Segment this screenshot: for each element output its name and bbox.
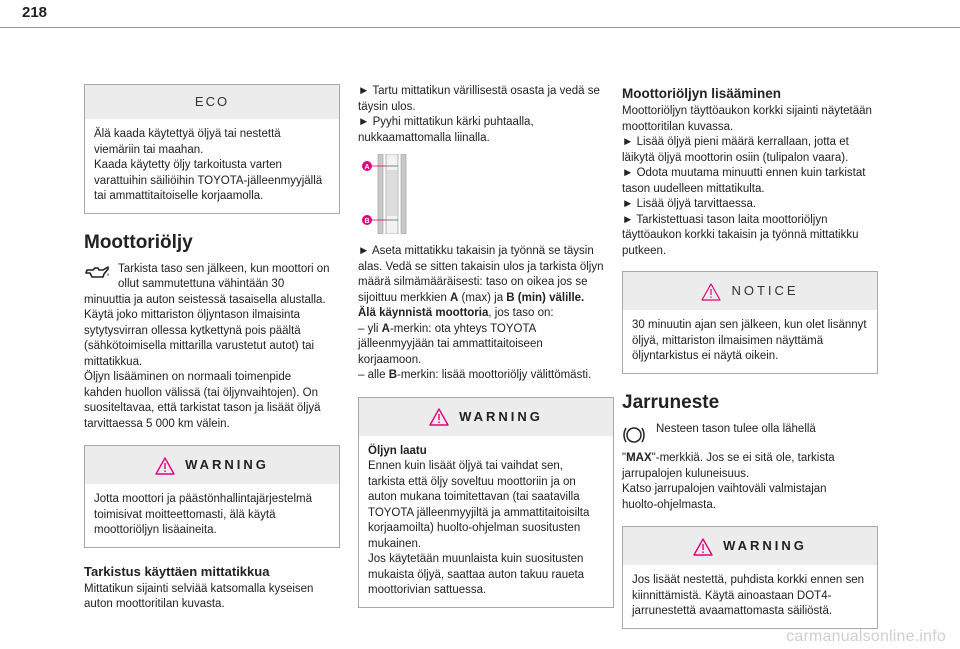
step-line: määrä silmämääräisesti: taso on oikea jos se: [358, 276, 588, 288]
body-line: tarvittaessa 5 000 km välein.: [84, 417, 230, 430]
notice-line: 30 minuutin ajan sen jälkeen, kun olet lisännyt: [632, 319, 867, 331]
warning-line: moottorivian sattuessa.: [368, 584, 487, 596]
step-line: täysin ulos.: [358, 100, 416, 113]
eco-box: [84, 84, 340, 214]
body-line: ► Tarkistettuasi tason laita moottoriöljyn: [622, 213, 828, 226]
warning-box-title: WARNING: [723, 538, 807, 553]
body-line: Käytä joko mittariston öljyntason ilmaisinta: [84, 309, 301, 321]
engine-oil-body: [84, 293, 340, 433]
eco-line: Älä kaada käytettyä öljyä tai nestettä: [94, 128, 281, 140]
brake-warning-icon: [622, 424, 648, 452]
body-line: ► Lisää öljyä pieni määrä kerrallaan, jotta et: [622, 136, 849, 148]
marks-line: [358, 291, 614, 307]
eco-box-header: ECO: [85, 85, 339, 119]
warning-line: jarrunestettä avaamattomasta säiliöstä.: [632, 605, 833, 617]
top-rule: [0, 27, 960, 28]
eco-line: varattuihin säiliöihin TOYOTA-jälleenmyyjällä: [94, 174, 323, 187]
dash-b-tail: -merkin: lisää moottoriöljy välittömästi.: [397, 369, 592, 381]
body-line: putkeen.: [622, 244, 667, 257]
dipstick-intro: [84, 582, 340, 613]
oil-can-icon: [84, 264, 110, 288]
warning-box-header: [85, 446, 339, 484]
intro-line: Tarkista taso sen jälkeen, kun moottori on: [118, 262, 330, 275]
brake-max: MAX: [626, 452, 652, 464]
dipstick-steps-mid: [358, 244, 614, 384]
body-line: täyttöaukon korkki takaisin ja työnnä mittatikku: [622, 229, 859, 241]
intro-line: ollut sammutettuna vähintään 30: [118, 278, 285, 290]
warning-line: korjaamoilta) huolto-ohjelman suositusten: [368, 522, 581, 534]
warning-box-title: WARNING: [459, 408, 543, 424]
sub-line: Mittatikun sijainti selviää katsomalla kyseisen: [84, 582, 314, 595]
mark-b: B (min) välille.: [506, 291, 585, 304]
notice-box-title: NOTICE: [731, 283, 799, 298]
step-line: alas. Vedä se sitten takaisin ulos ja tarkista öljyn: [358, 260, 604, 273]
step-line: ► Aseta mittatikku takaisin ja työnnä se täysin: [358, 245, 594, 257]
warning-box-additives: [84, 445, 340, 548]
warning-line: mukaista öljyä, saattaa auton takuu raueta: [368, 568, 585, 581]
bold-warning: Älä käynnistä moottoria: [358, 307, 489, 319]
eco-box-body: [85, 119, 339, 213]
warning-box-header: [623, 527, 877, 565]
body-line: kahden huollon välissä (tai öljynvaihtojen). On: [84, 386, 318, 399]
brake-intro-block: [622, 422, 878, 452]
warning-triangle-icon: [693, 538, 713, 556]
brake-max-tail: "-merkkiä. Jos se ei sitä ole, tarkista: [651, 452, 835, 464]
eco-line: tai ammattitaitoiselle korjaamolla.: [94, 190, 264, 202]
body-line: minuuttia ja auton seistessä tasaisella alustalla.: [84, 293, 326, 306]
marks-line-mid: (max) ja: [458, 291, 507, 304]
section-heading-engine-oil: Moottoriöljy: [84, 231, 193, 253]
marks-line-pre: sijoittuu merkkien: [358, 291, 451, 304]
dash-b-pre: – alle: [358, 369, 389, 381]
marker-a-label: A: [364, 164, 370, 171]
notice-line: öljyntarkistus ei näytä oikein.: [632, 350, 779, 362]
column-3: [622, 84, 878, 629]
column-2: [358, 84, 614, 608]
bold-tail: , jos taso on:: [488, 307, 554, 319]
notice-box-header: [623, 272, 877, 310]
warning-line: toimisivat moitteettomasti, älä käytä: [94, 508, 276, 521]
dash-b-bold: B: [388, 369, 397, 381]
body-line: ► Lisää öljyä tarvittaessa.: [622, 198, 757, 210]
warning-line: Jos käytetään muunlaista kuin suositusten: [368, 553, 584, 565]
warning-line: kiinnittämistä. Käytä ainoastaan DOT4-: [632, 589, 832, 602]
step-line: ► Pyyhi mittatikun kärki puhtaalla,: [358, 116, 534, 128]
step-line: nukkaamattomalla liinalla.: [358, 131, 490, 144]
brake-max-line: [622, 451, 878, 467]
step-line: ► Tartu mittatikun värillisestä osasta ja vedä se: [358, 85, 600, 97]
warning-line: [358, 306, 614, 322]
body-line: moottoritilan kuvassa.: [622, 120, 734, 133]
body-line: sytytysvirran ollessa kytkettynä pois päältä: [84, 324, 301, 337]
warning-box-body: [85, 484, 339, 547]
body-line: Moottoriöljyn täyttöaukon korkki sijainti näytetään: [622, 105, 872, 117]
brake-line: Nesteen tason tulee olla lähellä: [656, 422, 816, 435]
notice-triangle-icon: [701, 283, 721, 301]
warning-line: TOYOTA jälleenmyyjiltä ja ammattitaitoisilta: [368, 506, 590, 519]
warning-line: tarkista että öljy soveltuu moottoriin ja on: [368, 475, 576, 488]
warning-box-body: [623, 565, 877, 628]
body-line: läikytä öljyä moottorin osiin (tulipalon vaara).: [622, 151, 849, 164]
warning-line: Jotta moottori ja päästönhallintajärjestelmä: [94, 493, 312, 505]
eco-line: viemäriin tai maahan.: [94, 143, 204, 156]
warning-box-header: [359, 398, 613, 436]
body-line: suositeltavaa, että tarkistat tason ja lisäät öljyä: [84, 402, 321, 414]
dipstick-steps-top: [358, 84, 614, 146]
dash-a-bold: A: [381, 322, 390, 335]
marker-b-label: B: [364, 218, 370, 225]
brake-body: [622, 451, 878, 513]
dash-a-tail: -merkin: ota yhteys TOYOTA: [389, 322, 537, 335]
body-line: Öljyn lisääminen on normaali toimenpide: [84, 371, 292, 383]
body-line: mittatikkua.: [84, 355, 143, 368]
warning-line: Jos lisäät nestettä, puhdista korkki ennen sen: [632, 574, 865, 586]
notice-box-body: [623, 310, 877, 373]
warning-line: moottoriöljyn lisäaineita.: [94, 524, 217, 536]
warning-line: Ennen kuin lisäät öljyä tai vaihdat sen,: [368, 460, 563, 472]
body-line: (sähkötoimisella mittarilla varustetut autot) tai: [84, 340, 315, 352]
warning-line: auton mukana toimitettavan (tai saatavilla: [368, 491, 580, 503]
sub-line: auton moottoritilan kuvasta.: [84, 598, 225, 610]
section-heading-brake-fluid: Jarruneste: [622, 391, 720, 413]
warning-box-oil-quality: [358, 397, 614, 608]
brake-max-pre: ": [622, 452, 627, 464]
subheading-adding-oil: Moottoriöljyn lisääminen: [622, 86, 782, 101]
dipstick-illustration: [358, 154, 614, 234]
warning-triangle-icon: [429, 408, 449, 426]
page-number: 218: [22, 4, 48, 21]
dash-b-line: [358, 368, 614, 384]
body-line: ► Odota muutama minuutti ennen kuin tarkistat: [622, 167, 866, 179]
watermark: carmanualsonline.info: [786, 628, 946, 645]
intro-block: [84, 262, 340, 293]
warning-box-subtitle: Öljyn laatu: [368, 444, 427, 457]
eco-line: Kaada käytetty öljy tarkoitusta varten: [94, 159, 282, 171]
adding-oil-body: [622, 104, 878, 259]
brake-line: huolto-ohjelmasta.: [622, 498, 716, 511]
warning-box-brake: [622, 526, 878, 629]
dash-line: korjaamoon.: [358, 353, 422, 366]
subheading-dipstick-check: Tarkistus käyttäen mittatikkua: [84, 563, 270, 579]
warning-line: mukainen.: [368, 537, 422, 550]
warning-triangle-icon: [155, 457, 175, 475]
dash-a-line: [358, 322, 614, 338]
brake-line: Katso jarrupalojen vaihtoväli valmistajan: [622, 483, 827, 495]
column-1: [84, 84, 340, 613]
dash-a-pre: – yli: [358, 322, 382, 335]
body-line: tason uudelleen mittatikulta.: [622, 182, 765, 195]
mark-a: A: [450, 291, 459, 304]
brake-line: jarrupalojen kuluneisuus.: [622, 467, 750, 480]
warning-box-title: WARNING: [185, 457, 269, 472]
notice-line: öljyä, mittariston ilmaisimen näyttämä: [632, 334, 824, 347]
dash-line: jälleenmyyjään tai ammattitaitoiseen: [358, 338, 543, 350]
warning-box-body: [359, 436, 613, 607]
notice-box: [622, 271, 878, 374]
